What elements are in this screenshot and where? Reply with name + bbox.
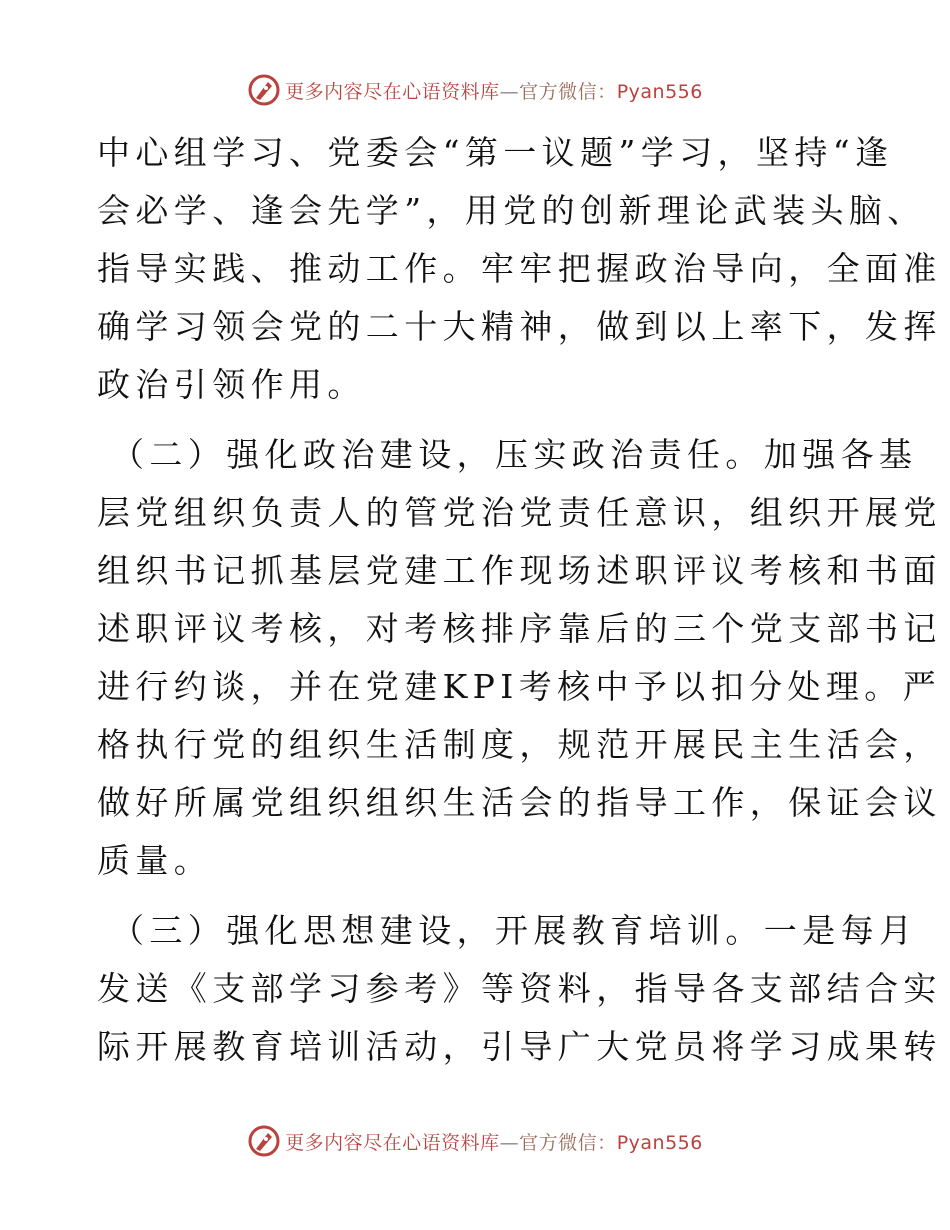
banner-text [285,77,703,104]
paragraph-gap [97,890,850,902]
section-heading-line: （二）强化政治建设，压实政治责任。加强各基 [111,435,918,474]
text-line: 格执行党的组织生活制度，规范开展民主生活会， [97,725,942,764]
banner-dash: — [499,80,520,103]
banner-text [285,1128,703,1155]
text-line: 进行约谈，并在党建KPI考核中予以扣分处理。严 [97,667,942,706]
banner-brand: 更多内容尽在心语资料库 [285,80,500,103]
section-heading-line: （三）强化思想建设，开展教育培训。一是每月 [111,911,918,950]
banner-brand: 更多内容尽在心语资料库 [285,1131,500,1154]
paragraph-gap [97,414,850,426]
document-body [97,124,942,1076]
text-line: 述职评议考核，对考核排序靠后的三个党支部书记 [97,609,942,648]
paragraph-3 [97,902,942,1076]
banner-official-label: 官方微信： [519,1131,617,1154]
banner-dash: — [499,1131,520,1154]
pen-nib-logo-icon [247,73,281,107]
text-line: 做好所属党组织组织生活会的指导工作，保证会议 [97,783,942,822]
text-line: 质量。 [97,841,213,880]
paragraph-1 [97,124,942,414]
text-line: 发送《支部学习参考》等资料，指导各支部结合实 [97,969,942,1008]
pen-nib-logo-icon [247,1124,281,1158]
text-line: 际开展教育培训活动，引导广大党员将学习成果转 [97,1027,942,1066]
text-line: 确学习领会党的二十大精神，做到以上率下，发挥 [97,307,942,346]
banner-official-label: 官方微信： [519,80,617,103]
text-line: 会必学、逢会先学”，用党的创新理论武装头脑、 [97,191,926,230]
text-line: 层党组织负责人的管党治党责任意识，组织开展党 [97,493,942,532]
text-line: 中心组学习、党委会“第一议题”学习，坚持“逢 [97,133,894,172]
footer-banner [0,1123,950,1159]
banner-wechat-id: Pyan556 [616,80,703,103]
paragraph-2 [97,426,942,890]
banner-wechat-id: Pyan556 [616,1131,703,1154]
header-banner [0,72,950,108]
text-line: 指导实践、推动工作。牢牢把握政治导向，全面准 [97,249,942,288]
text-line: 政治引领作用。 [97,365,366,404]
text-line: 组织书记抓基层党建工作现场述职评议考核和书面 [97,551,942,590]
